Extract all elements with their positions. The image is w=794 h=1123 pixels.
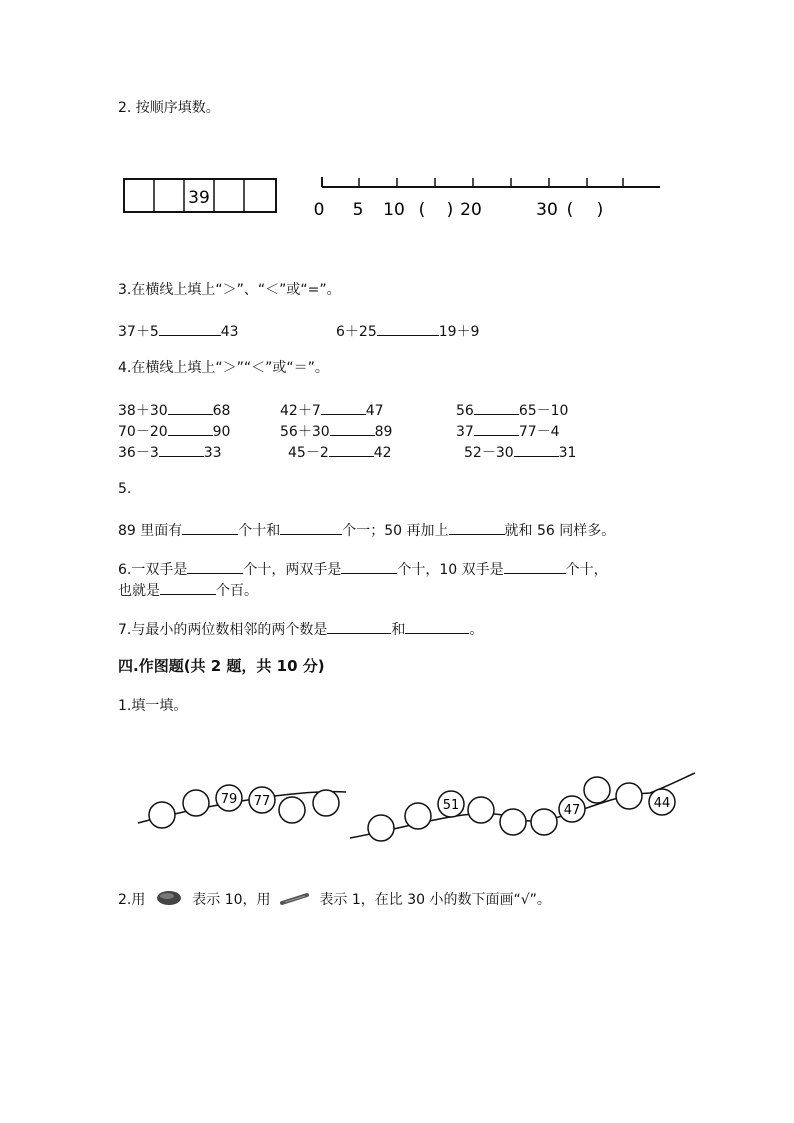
bead-right-8 (584, 777, 610, 803)
q2-title: 2. 按顺序填数。 (118, 100, 220, 116)
bundle-ten-icon (154, 889, 184, 907)
bead-right-label-3: 51 (442, 798, 460, 813)
q5-body: 89 里面有 个十和 个一；50 再加上 就和 56 同样多。 (118, 520, 615, 540)
q3-item-2: 6＋25 19＋9 (336, 321, 479, 341)
bead-right-6 (531, 809, 557, 835)
q4-item-4: 70－20 90 (118, 421, 230, 441)
q4-item-2: 42＋7 47 (280, 400, 384, 420)
bead-right-4 (468, 797, 494, 823)
nl-label-0: 0 (313, 200, 325, 220)
bead-right-1 (368, 815, 394, 841)
nl-paren-open-1: ( (418, 200, 426, 220)
nl-label-30: 30 (536, 200, 558, 220)
q4-item-3: 56 65－10 (456, 400, 568, 420)
q4-title: 4.在横线上填上“＞”“＜”或“＝”。 (118, 360, 329, 376)
nl-label-10: 10 (383, 200, 405, 220)
q2-box-strip (120, 175, 285, 217)
bead-right-label-7: 47 (563, 803, 581, 818)
q4-item-1: 38＋30 68 (118, 400, 230, 420)
q6-line-1: 6.一双手是 个十，两双手是 个十，10 双手是 个十， (118, 559, 608, 579)
single-stick-icon (279, 892, 311, 906)
bead-left-label-4: 77 (253, 794, 271, 809)
q3-title: 3.在横线上填上“＞”、“＜”或“=”。 (118, 282, 341, 298)
s4-q2: 2.用 表示 10，用 表示 1，在比 30 小的数下面画“√”。 (118, 889, 551, 909)
s4-q1-title: 1.填一填。 (118, 698, 188, 714)
q4-item-9: 52－30 31 (464, 442, 576, 462)
bead-left-label-3: 79 (220, 792, 238, 807)
box-3: 39 (188, 188, 210, 208)
q2-number-line (305, 170, 670, 225)
nl-paren-close-1: ) (446, 200, 454, 220)
q4-item-6: 37 77－4 (456, 421, 560, 441)
q5-title: 5. (118, 481, 132, 497)
bead-right-9 (616, 783, 642, 809)
q4-item-8: 45－2 42 (288, 442, 392, 462)
bead-strings (130, 765, 710, 855)
section-4-title: 四.作图题(共 2 题，共 10 分) (118, 657, 325, 675)
nl-paren-close-2: ) (596, 200, 604, 220)
q3-item-1: 37＋5 43 (118, 321, 239, 341)
bead-left-2 (183, 790, 209, 816)
q4-item-7: 36－3 33 (118, 442, 222, 462)
nl-label-20: 20 (460, 200, 482, 220)
bead-right-2 (405, 803, 431, 829)
bead-left-6 (313, 790, 339, 816)
nl-label-5: 5 (352, 200, 364, 220)
bead-right-5 (500, 809, 526, 835)
bead-left-5 (279, 797, 305, 823)
nl-paren-open-2: ( (566, 200, 574, 220)
q6-line-2: 也就是 个百。 (118, 580, 258, 600)
bead-left-1 (149, 802, 175, 828)
q4-item-5: 56＋30 89 (280, 421, 392, 441)
q7-body: 7.与最小的两位数相邻的两个数是 和 。 (118, 619, 483, 639)
bead-right-label-10: 44 (653, 796, 671, 811)
